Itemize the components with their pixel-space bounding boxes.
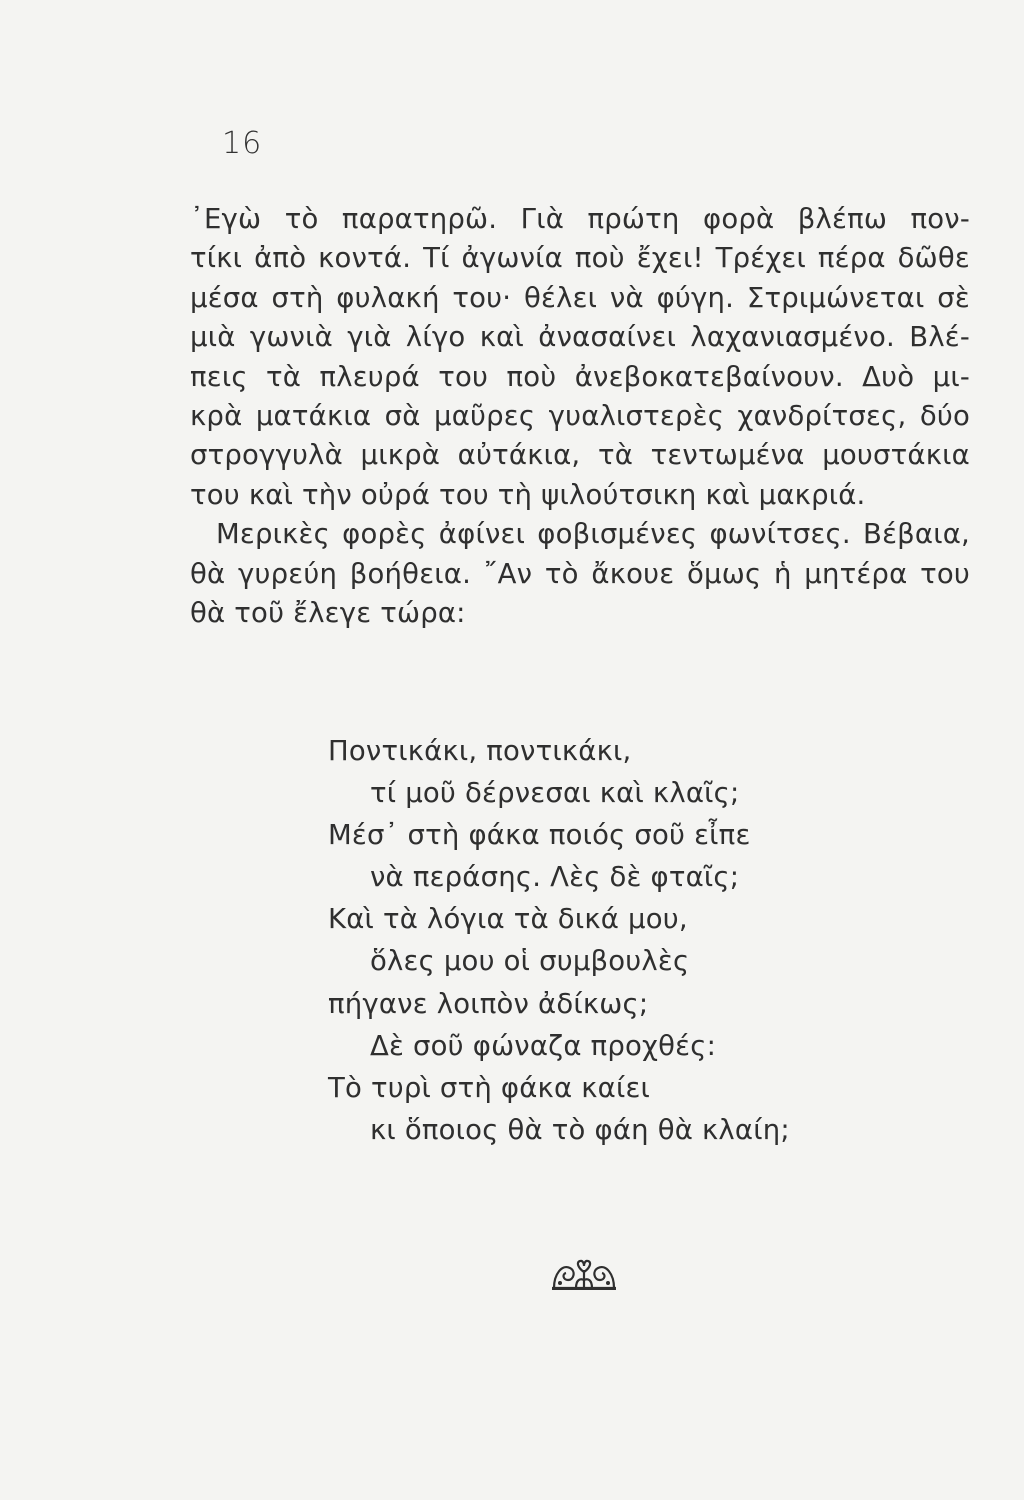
prose-line-4: πεις τὰ πλευρά του ποὺ ἀνεβοκατεβαίνουν. Δυὸ μι- (190, 360, 970, 393)
poem-line-6: ὅλες μου οἱ συμβουλὲς (370, 945, 690, 978)
poem-line-3: Μέσ᾿ στὴ φάκα ποιός σοῦ εἶπε (328, 819, 751, 852)
prose-line-3: μιὰ γωνιὰ γιὰ λίγο καὶ ἀνασαίνει λαχανιασμένο. Βλέ- (190, 321, 970, 354)
prose-paragraphs (190, 200, 970, 633)
prose-line-7: του καὶ τὴν οὐρά του τὴ ψιλούτσικη καὶ μακριά. (190, 478, 866, 511)
prose-line-2: μέσα στὴ φυλακή του· θέλει νὰ φύγη. Στριμώνεται σὲ (190, 281, 970, 314)
prose-line-9: θὰ γυρεύη βοήθεια. ῎Αν τὸ ἄκουε ὅμως ἡ μητέρα του (190, 557, 970, 590)
prose-line-8: Μερικὲς φορὲς ἀφίνει φοβισμένες φωνίτσες. Βέβαια, (216, 518, 970, 551)
prose-line-5: κρὰ ματάκια σὰ μαῦρες γυαλιστερὲς χανδρίτσες, δύο (190, 399, 970, 432)
poem (328, 730, 848, 1151)
page-number: 16 (222, 126, 263, 161)
floral-ornament-icon (548, 1258, 620, 1292)
prose-line-1b: τίκι ἀπὸ κοντά. Τί ἀγωνία ποὺ ἔχει! Τρέχει πέρα δῶθε (190, 242, 970, 275)
poem-line-9: Τὸ τυρὶ στὴ φάκα καίει (328, 1071, 651, 1104)
poem-line-1: Ποντικάκι, ποντικάκι, (328, 735, 632, 767)
poem-line-2: τί μοῦ δέρνεσαι καὶ κλαῖς; (370, 777, 740, 810)
poem-line-8: Δὲ σοῦ φώναζα προχθές: (370, 1029, 717, 1062)
poem-line-4: νὰ περάσης. Λὲς δὲ φταῖς; (370, 861, 740, 894)
prose-line-10: θὰ τοῦ ἔλεγε τώρα: (190, 596, 466, 629)
poem-line-7: πήγανε λοιπὸν ἀδίκως; (328, 987, 649, 1020)
poem-line-5: Καὶ τὰ λόγια τὰ δικά μου, (328, 903, 688, 936)
prose-line-6: στρογγυλὰ μικρὰ αὐτάκια, τὰ τεντωμένα μουστάκια (190, 439, 970, 472)
poem-line-10: κι ὅποιος θὰ τὸ φάη θὰ κλαίη; (370, 1113, 790, 1146)
prose-line-1a: ᾿Εγὼ τὸ παρατηρῶ. Γιὰ πρώτη φορὰ βλέπω πον- (190, 203, 970, 235)
